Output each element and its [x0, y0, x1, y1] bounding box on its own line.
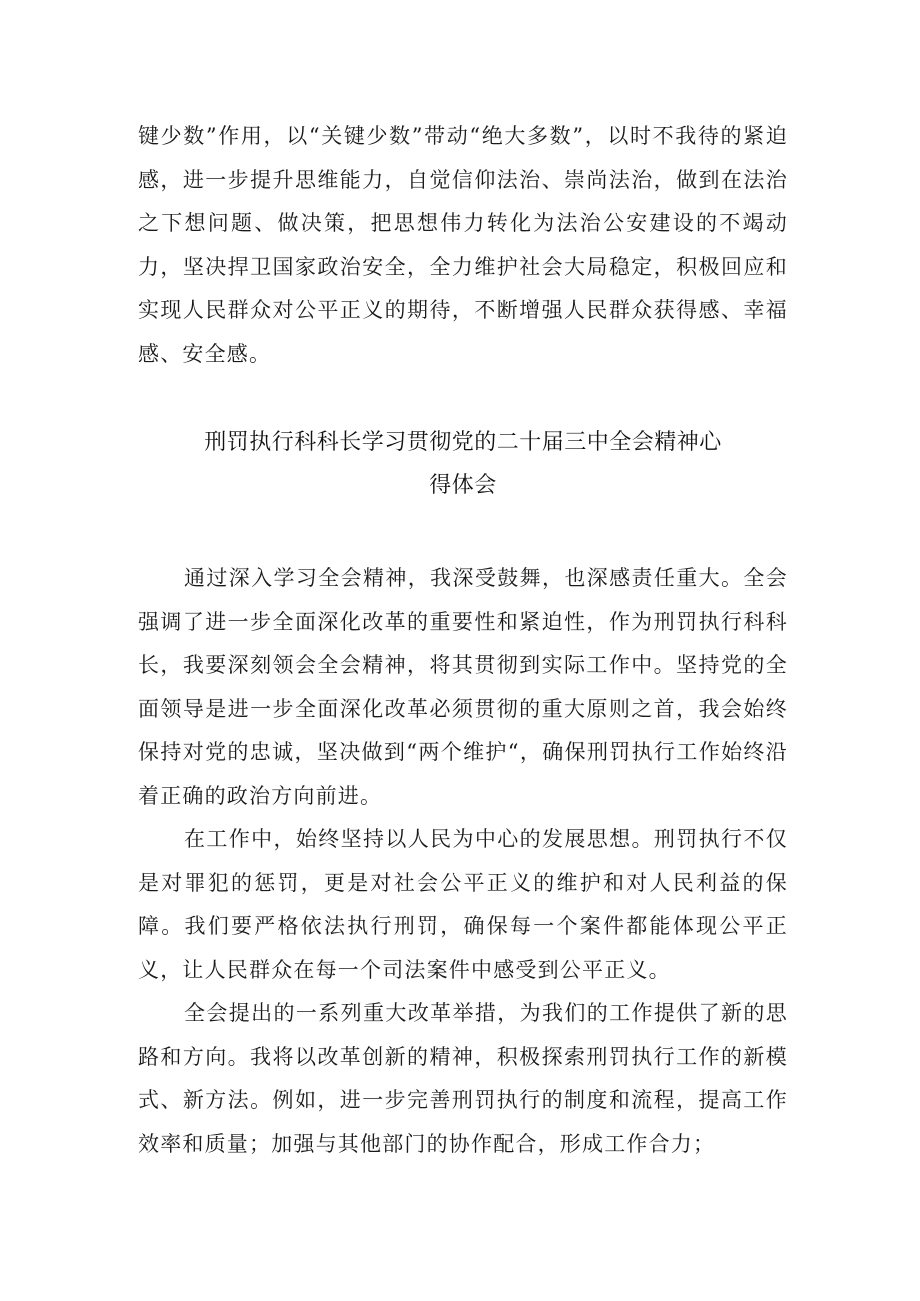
- paragraph: 在工作中，始终坚持以人民为中心的发展思想。刑罚执行不仅是对罪犯的惩罚，更是对社会公平正义的维护和对人民利益的保障。我们要严格依法执行刑罚，确保每一个案件都能体现公平正义，让人民群众在每一个司法案件中感受到公平正义。: [138, 827, 788, 982]
- continuation-paragraph: [138, 115, 788, 376]
- paragraph: 通过深入学习全会精神，我深受鼓舞，也深感责任重大。全会强调了进一步全面深化改革的重要性和紧迫性，作为刑罚执行科科长，我要深刻领会全会精神，将其贯彻到实际工作中。坚持党的全面领导是进一步全面深化改革必须贯彻的重大原则之首，我会始终保持对党的忠诚，坚决做到“两个维护“，确保刑罚执行工作始终沿着正确的政治方向前进。: [138, 566, 788, 808]
- title-line-2: 得体会: [429, 473, 497, 498]
- article-body: [138, 557, 788, 1166]
- paragraph: 键少数”作用，以“关键少数”带动“绝大多数”，以时不我待的紧迫感，进一步提升思维能力，自觉信仰法治、崇尚法治，做到在法治之下想问题、做决策，把思想伟力转化为法治公安建设的不竭动力，坚决捍卫国家政治安全，全力维护社会大局稳定，积极回应和实现人民群众对公平正义的期待，不断增强人民群众获得感、幸福感、安全感。: [138, 124, 788, 366]
- article-title: [138, 421, 788, 507]
- title-line-1: 刑罚执行科科长学习贯彻党的二十届三中全会精神心: [204, 430, 722, 455]
- paragraph: 全会提出的一系列重大改革举措，为我们的工作提供了新的思路和方向。我将以改革创新的精神，积极探索刑罚执行工作的新模式、新方法。例如，进一步完善刑罚执行的制度和流程，提高工作效率和质量；加强与其他部门的协作配合，形成工作合力；: [138, 1001, 788, 1156]
